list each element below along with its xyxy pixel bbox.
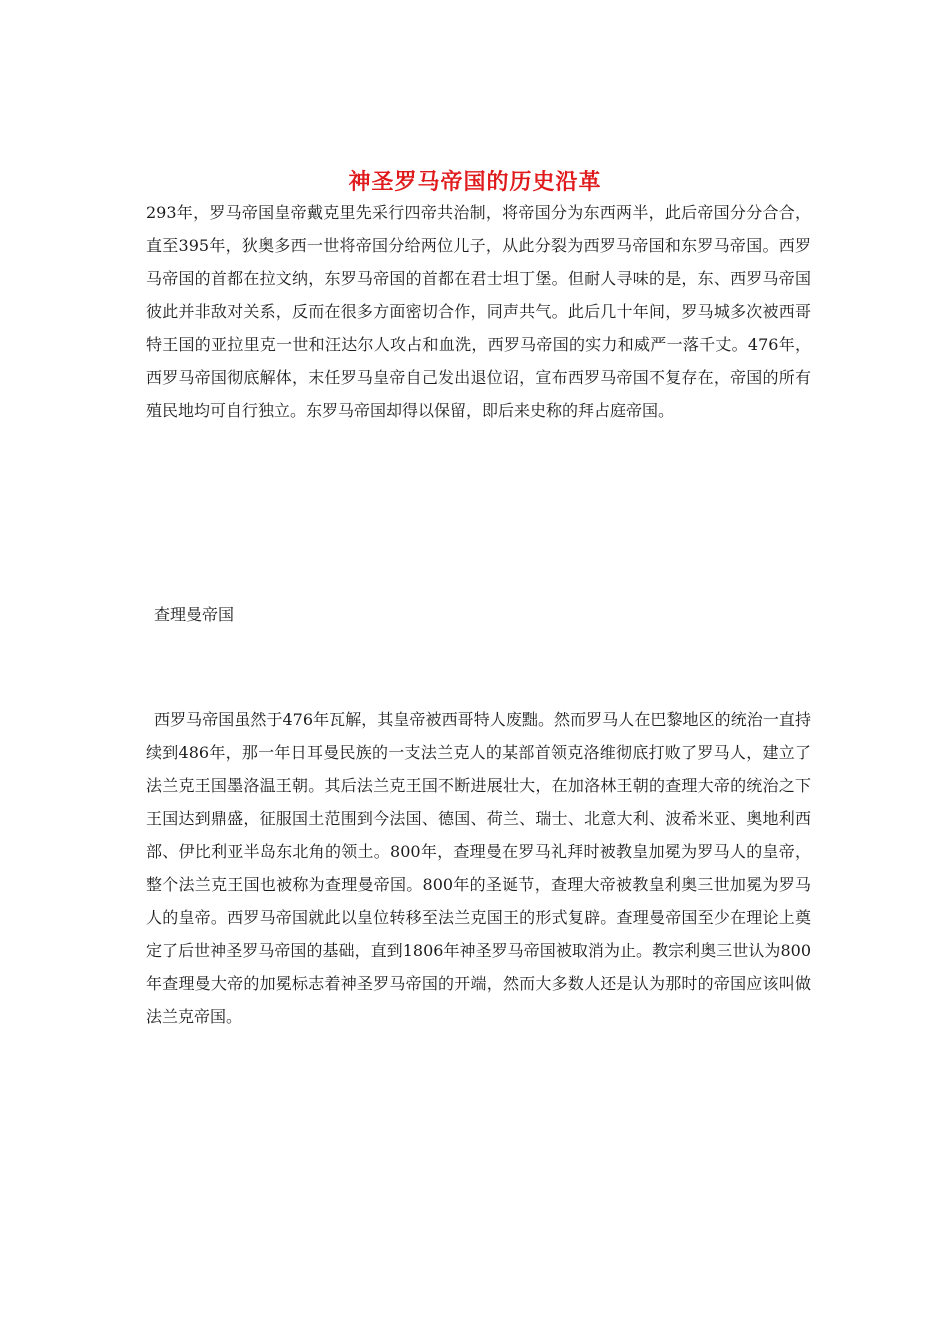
section-heading-charlemagne-empire: 查理曼帝国 [154,605,235,624]
paragraph-charlemagne-empire: 西罗马帝国虽然于476年瓦解，其皇帝被西哥特人废黜。然而罗马人在巴黎地区的统治一直持续到486年，那一年日耳曼民族的一支法兰克人的某部首领克洛维彻底打败了罗马人，建立了法兰克王国墨洛温王朝。其后法兰克王国不断进展壮大，在加洛林王朝的查理大帝的统治之下王国达到鼎盛，征服国土范围到今法国、德国、荷兰、瑞士、北意大利、波希米亚、奥地利西部、伊比利亚半岛东北角的领土。800年，查理曼在罗马礼拜时被教皇加冕为罗马人的皇帝，整个法兰克王国也被称为查理曼帝国。800年的圣诞节，查理大帝被教皇利奥三世加冕为罗马人的皇帝。西罗马帝国就此以皇位转移至法兰克国王的形式复辟。查理曼帝国至少在理论上奠定了后世神圣罗马帝国的基础，直到1806年神圣罗马帝国被取消为止。教宗利奥三世认为800年查理曼大帝的加冕标志着神圣罗马帝国的开端，然而大多数人还是认为那时的帝国应该叫做法兰克帝国。 [146,710,811,1026]
document-title: 神圣罗马帝国的历史沿革 [348,168,602,195]
paragraph-roman-empire-split: 293年，罗马帝国皇帝戴克里先采行四帝共治制，将帝国分为东西两半，此后帝国分分合合，直至395年，狄奥多西一世将帝国分给两位儿子，从此分裂为西罗马帝国和东罗马帝国。西罗马帝国的首都在拉文纳，东罗马帝国的首都在君士坦丁堡。但耐人寻味的是，东、西罗马帝国彼此并非敌对关系，反而在很多方面密切合作，同声共气。此后几十年间，罗马城多次被西哥特王国的亚拉里克一世和汪达尔人攻占和血洗，西罗马帝国的实力和威严一落千丈。476年，西罗马帝国彻底解体，末任罗马皇帝自己发出退位诏，宣布西罗马帝国不复存在，帝国的所有殖民地均可自行独立。东罗马帝国却得以保留，即后来史称的拜占庭帝国。 [146,203,811,420]
